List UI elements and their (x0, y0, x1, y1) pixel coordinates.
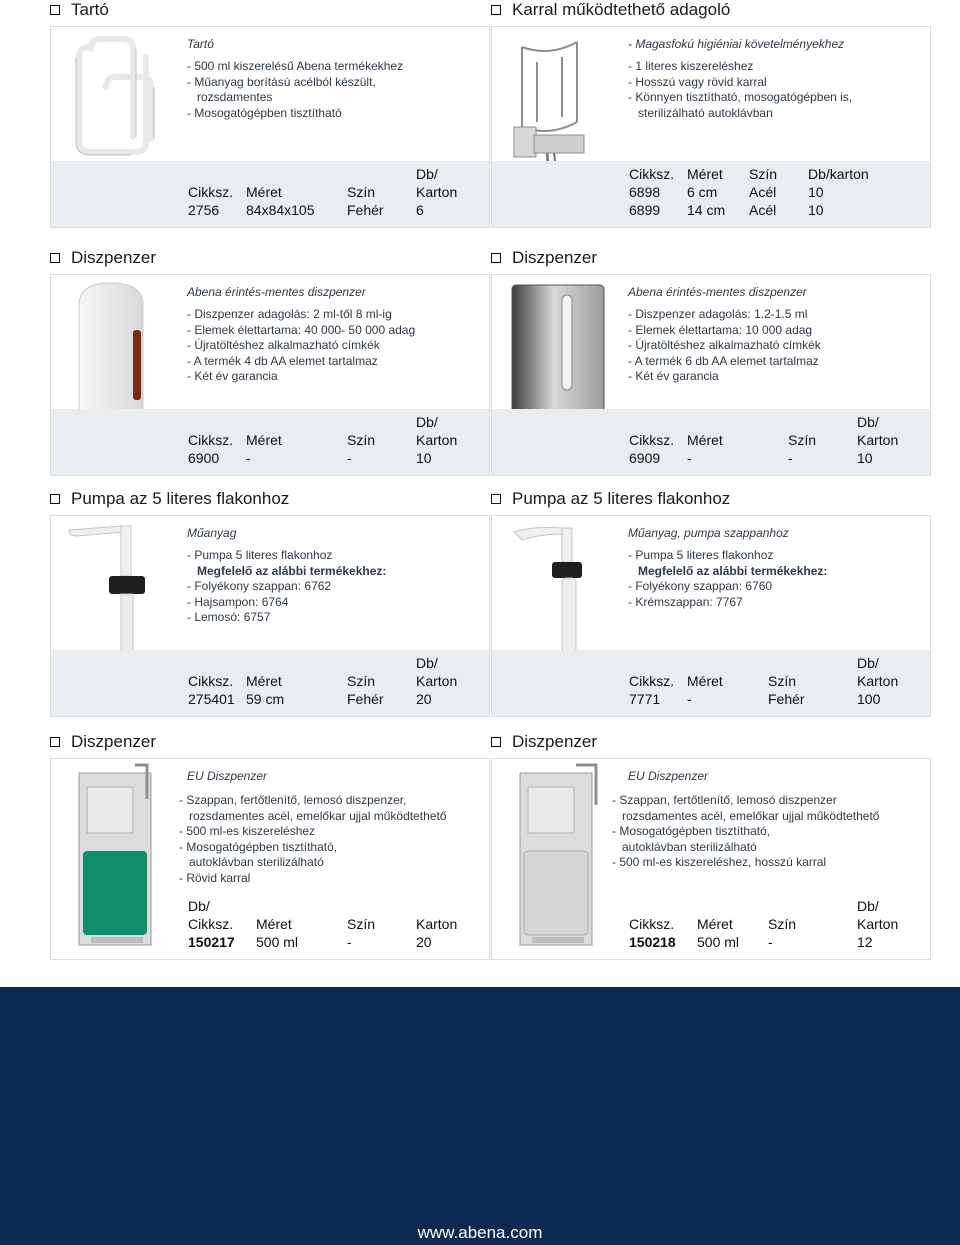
list-item: - Diszpenzer adagolás: 2 ml-től 8 ml-ig (187, 307, 392, 321)
cell-qty: 10 (808, 202, 824, 218)
cell-color: Fehér (768, 691, 805, 707)
feature-list (628, 59, 924, 121)
checkbox-icon (491, 253, 501, 263)
feature-list (187, 548, 483, 626)
cell-qty: 20 (416, 691, 432, 707)
feature-list (612, 793, 908, 871)
col-header-qty: Db/ (416, 655, 438, 671)
feature-list (187, 307, 483, 385)
list-item: - 500 ml-es kiszereléshez, hosszú karral (612, 855, 827, 869)
product-panel (50, 274, 490, 476)
cell-color: - (347, 450, 352, 466)
product-panel (491, 515, 931, 717)
col-header-size: Méret (246, 673, 282, 689)
cell-qty: 12 (857, 934, 873, 950)
checkbox-icon (491, 737, 501, 747)
feature-list (187, 59, 483, 121)
list-item: - Könnyen tisztítható, mosogatógépben is, (628, 90, 853, 104)
product-subtitle: Abena érintés-mentes diszpenzer (187, 285, 366, 299)
spec-table (51, 650, 489, 716)
col-header-carton: Karton (857, 916, 899, 932)
list-item: - Mosogatógépben tisztítható, (179, 839, 338, 854)
cell-qty: 6 (416, 202, 424, 218)
list-item: - 500 ml kiszerelésű Abena termékekhez (187, 59, 404, 73)
cell-code: 2756 (188, 202, 220, 218)
list-item: - Rövid karral (179, 870, 251, 885)
cell-color: - (788, 450, 793, 466)
product-panel (50, 758, 490, 960)
col-header-color: Szín (768, 673, 797, 689)
col-header-carton: Karton (416, 673, 458, 689)
list-item: rozsdamentes acél, emelőkar ujjal működtethető (189, 808, 447, 823)
cell-color: - (768, 934, 773, 950)
col-header-size: Méret (687, 432, 723, 448)
checkbox-icon (50, 5, 60, 15)
cell-color: - (347, 934, 352, 950)
col-header-qty: Db/ (857, 414, 879, 430)
col-header-code: Cikksz. (629, 166, 675, 182)
holder-image (51, 27, 179, 167)
col-header-qty: Db/ (416, 414, 438, 430)
cell-color: Fehér (347, 202, 384, 218)
cell-size: - (687, 691, 692, 707)
list-item: - Diszpenzer adagolás: 1.2-1.5 ml (628, 307, 808, 321)
cell-qty: 10 (416, 450, 432, 466)
cell-size: 500 ml (256, 934, 299, 950)
list-item: - Két év garancia (187, 369, 278, 383)
product-subtitle: - Magasfokú higiéniai követelményekhez (628, 37, 845, 51)
col-header-color: Szín (347, 184, 376, 200)
cell-code: 7771 (629, 691, 661, 707)
section-title: Karral működtethető adagoló (491, 0, 730, 20)
col-header-qty: Db/ (857, 655, 879, 671)
list-item: autoklávban sterilizálható (189, 855, 324, 869)
product-panel (491, 26, 931, 228)
product-subtitle: Műanyag (187, 526, 237, 540)
feature-list (628, 307, 924, 385)
list-item: - Szappan, fertőtlenítő, lemosó diszpenzer (612, 793, 837, 807)
list-item: autoklávban sterilizálható (622, 839, 757, 854)
product-subtitle: Tartó (187, 37, 214, 51)
cell-size: 6 cm (687, 184, 718, 200)
cell-size: - (246, 450, 251, 466)
product-subtitle: Abena érintés-mentes diszpenzer (628, 285, 807, 299)
col-header-code: Cikksz. (629, 673, 675, 689)
cell-size: 59 cm (246, 691, 285, 707)
product-subtitle: EU Diszpenzer (187, 769, 268, 783)
col-header-qty: Db/karton (808, 166, 869, 182)
product-subtitle: Műanyag, pumpa szappanhoz (628, 526, 789, 540)
col-header-code: Cikksz. (188, 673, 234, 689)
cell-size: 500 ml (697, 934, 740, 950)
section-title: Diszpenzer (491, 732, 597, 752)
cell-color: Fehér (347, 691, 384, 707)
col-header-color: Szín (749, 166, 778, 182)
list-item: - Folyékony szappan: 6762 (187, 579, 332, 593)
col-header-code: Cikksz. (629, 916, 675, 932)
cell-code: 6909 (629, 450, 661, 466)
list-item: - Krémszappan: 7767 (628, 594, 743, 609)
list-item: - Újratöltéshez alkalmazható címkék (628, 338, 821, 352)
cell-qty: 10 (857, 450, 873, 466)
list-item: - 500 ml-es kiszereléshez (179, 824, 316, 838)
list-item: - 1 literes kiszereléshez (628, 59, 754, 73)
col-header-color: Szín (768, 916, 797, 932)
section-title: Pumpa az 5 literes flakonhoz (491, 489, 730, 509)
cell-color: Acél (749, 202, 777, 218)
cell-code: 6900 (188, 450, 220, 466)
list-item: - Hajsampon: 6764 (187, 594, 289, 609)
col-header-code: Cikksz. (188, 916, 234, 932)
cell-size: - (687, 450, 692, 466)
col-header-color: Szín (788, 432, 817, 448)
list-item: - Mosogatógépben tisztítható (187, 105, 342, 120)
list-item: - Hosszú vagy rövid karral (628, 74, 767, 89)
col-header-size: Méret (246, 432, 282, 448)
list-item: - Lemosó: 6757 (187, 610, 271, 624)
col-header-color: Szín (347, 916, 376, 932)
col-header-carton: Karton (416, 184, 458, 200)
section-title: Diszpenzer (50, 732, 156, 752)
col-header-size: Méret (687, 166, 723, 182)
cell-size: 84x84x105 (246, 202, 315, 218)
checkbox-icon (491, 5, 501, 15)
col-header-color: Szín (347, 673, 376, 689)
col-header-size: Méret (256, 916, 292, 932)
list-item: - Újratöltéshez alkalmazható címkék (187, 338, 380, 352)
checkbox-icon (491, 494, 501, 504)
col-header-color: Szín (347, 432, 376, 448)
section-title: Diszpenzer (491, 248, 597, 268)
product-panel (50, 26, 490, 228)
spec-table (492, 161, 930, 227)
list-item: - A termék 4 db AA elemet tartalmaz (187, 353, 378, 368)
list-item: sterilizálható autoklávban (638, 105, 773, 120)
section-title: Diszpenzer (50, 248, 156, 268)
list-item: - Műanyag borítású acélból készült, (187, 74, 376, 89)
col-header-code: Cikksz. (188, 432, 234, 448)
list-item: - Pumpa 5 literes flakonhoz (628, 548, 774, 562)
list-item: - Szappan, fertőtlenítő, lemosó diszpenzer, (179, 793, 407, 807)
col-header-carton: Karton (416, 916, 458, 932)
spec-table (51, 409, 489, 475)
product-panel (491, 758, 931, 960)
spec-table (492, 650, 930, 716)
checkbox-icon (50, 737, 60, 747)
list-item: - Két év garancia (628, 369, 719, 383)
product-panel (50, 515, 490, 717)
list-item: rozsdamentes (197, 90, 273, 104)
footer (0, 987, 960, 1245)
list-item: - Elemek élettartama: 40 000- 50 000 adag (187, 322, 416, 337)
cell-color: Acél (749, 184, 777, 200)
product-subtitle: EU Diszpenzer (628, 769, 709, 783)
list-item: - Pumpa 5 literes flakonhoz (187, 548, 333, 562)
cell-code: 6899 (629, 202, 661, 218)
col-header-carton: Karton (857, 432, 899, 448)
spec-table (51, 893, 489, 959)
col-header-size: Méret (246, 184, 282, 200)
feature-list (628, 548, 924, 610)
list-item: Megfelelő az alábbi termékekhez: (638, 563, 828, 578)
cell-code: 6898 (629, 184, 661, 200)
footer-url[interactable]: www.abena.com (417, 1223, 543, 1242)
cell-qty: 20 (416, 934, 432, 950)
list-item: - Mosogatógépben tisztítható, (612, 824, 771, 838)
list-item: - Elemek élettartama: 10 000 adag (628, 322, 813, 337)
list-item: - Folyékony szappan: 6760 (628, 579, 773, 593)
col-header-size: Méret (697, 916, 733, 932)
section-title: Tartó (50, 0, 109, 20)
col-header-qty: Db/ (188, 898, 210, 914)
spec-table (492, 893, 930, 959)
spec-table (492, 409, 930, 475)
feature-list (179, 793, 475, 886)
list-item: rozsdamentes acél, emelőkar ujjal működtethető (622, 808, 880, 823)
cell-code: 275401 (188, 691, 235, 707)
col-header-qty: Db/ (416, 166, 438, 182)
list-item: - A termék 6 db AA elemet tartalmaz (628, 353, 819, 368)
product-panel (491, 274, 931, 476)
cell-qty: 10 (808, 184, 824, 200)
cell-qty: 100 (857, 691, 881, 707)
col-header-qty: Db/ (857, 898, 879, 914)
col-header-size: Méret (687, 673, 723, 689)
cell-code: 150217 (188, 934, 235, 950)
col-header-code: Cikksz. (188, 184, 234, 200)
list-item: Megfelelő az alábbi termékekhez: (197, 563, 387, 578)
checkbox-icon (50, 253, 60, 263)
col-header-carton: Karton (857, 673, 899, 689)
checkbox-icon (50, 494, 60, 504)
spec-table (51, 161, 489, 227)
cell-size: 14 cm (687, 202, 726, 218)
section-title: Pumpa az 5 literes flakonhoz (50, 489, 289, 509)
col-header-carton: Karton (416, 432, 458, 448)
cell-code: 150218 (629, 934, 676, 950)
col-header-code: Cikksz. (629, 432, 675, 448)
